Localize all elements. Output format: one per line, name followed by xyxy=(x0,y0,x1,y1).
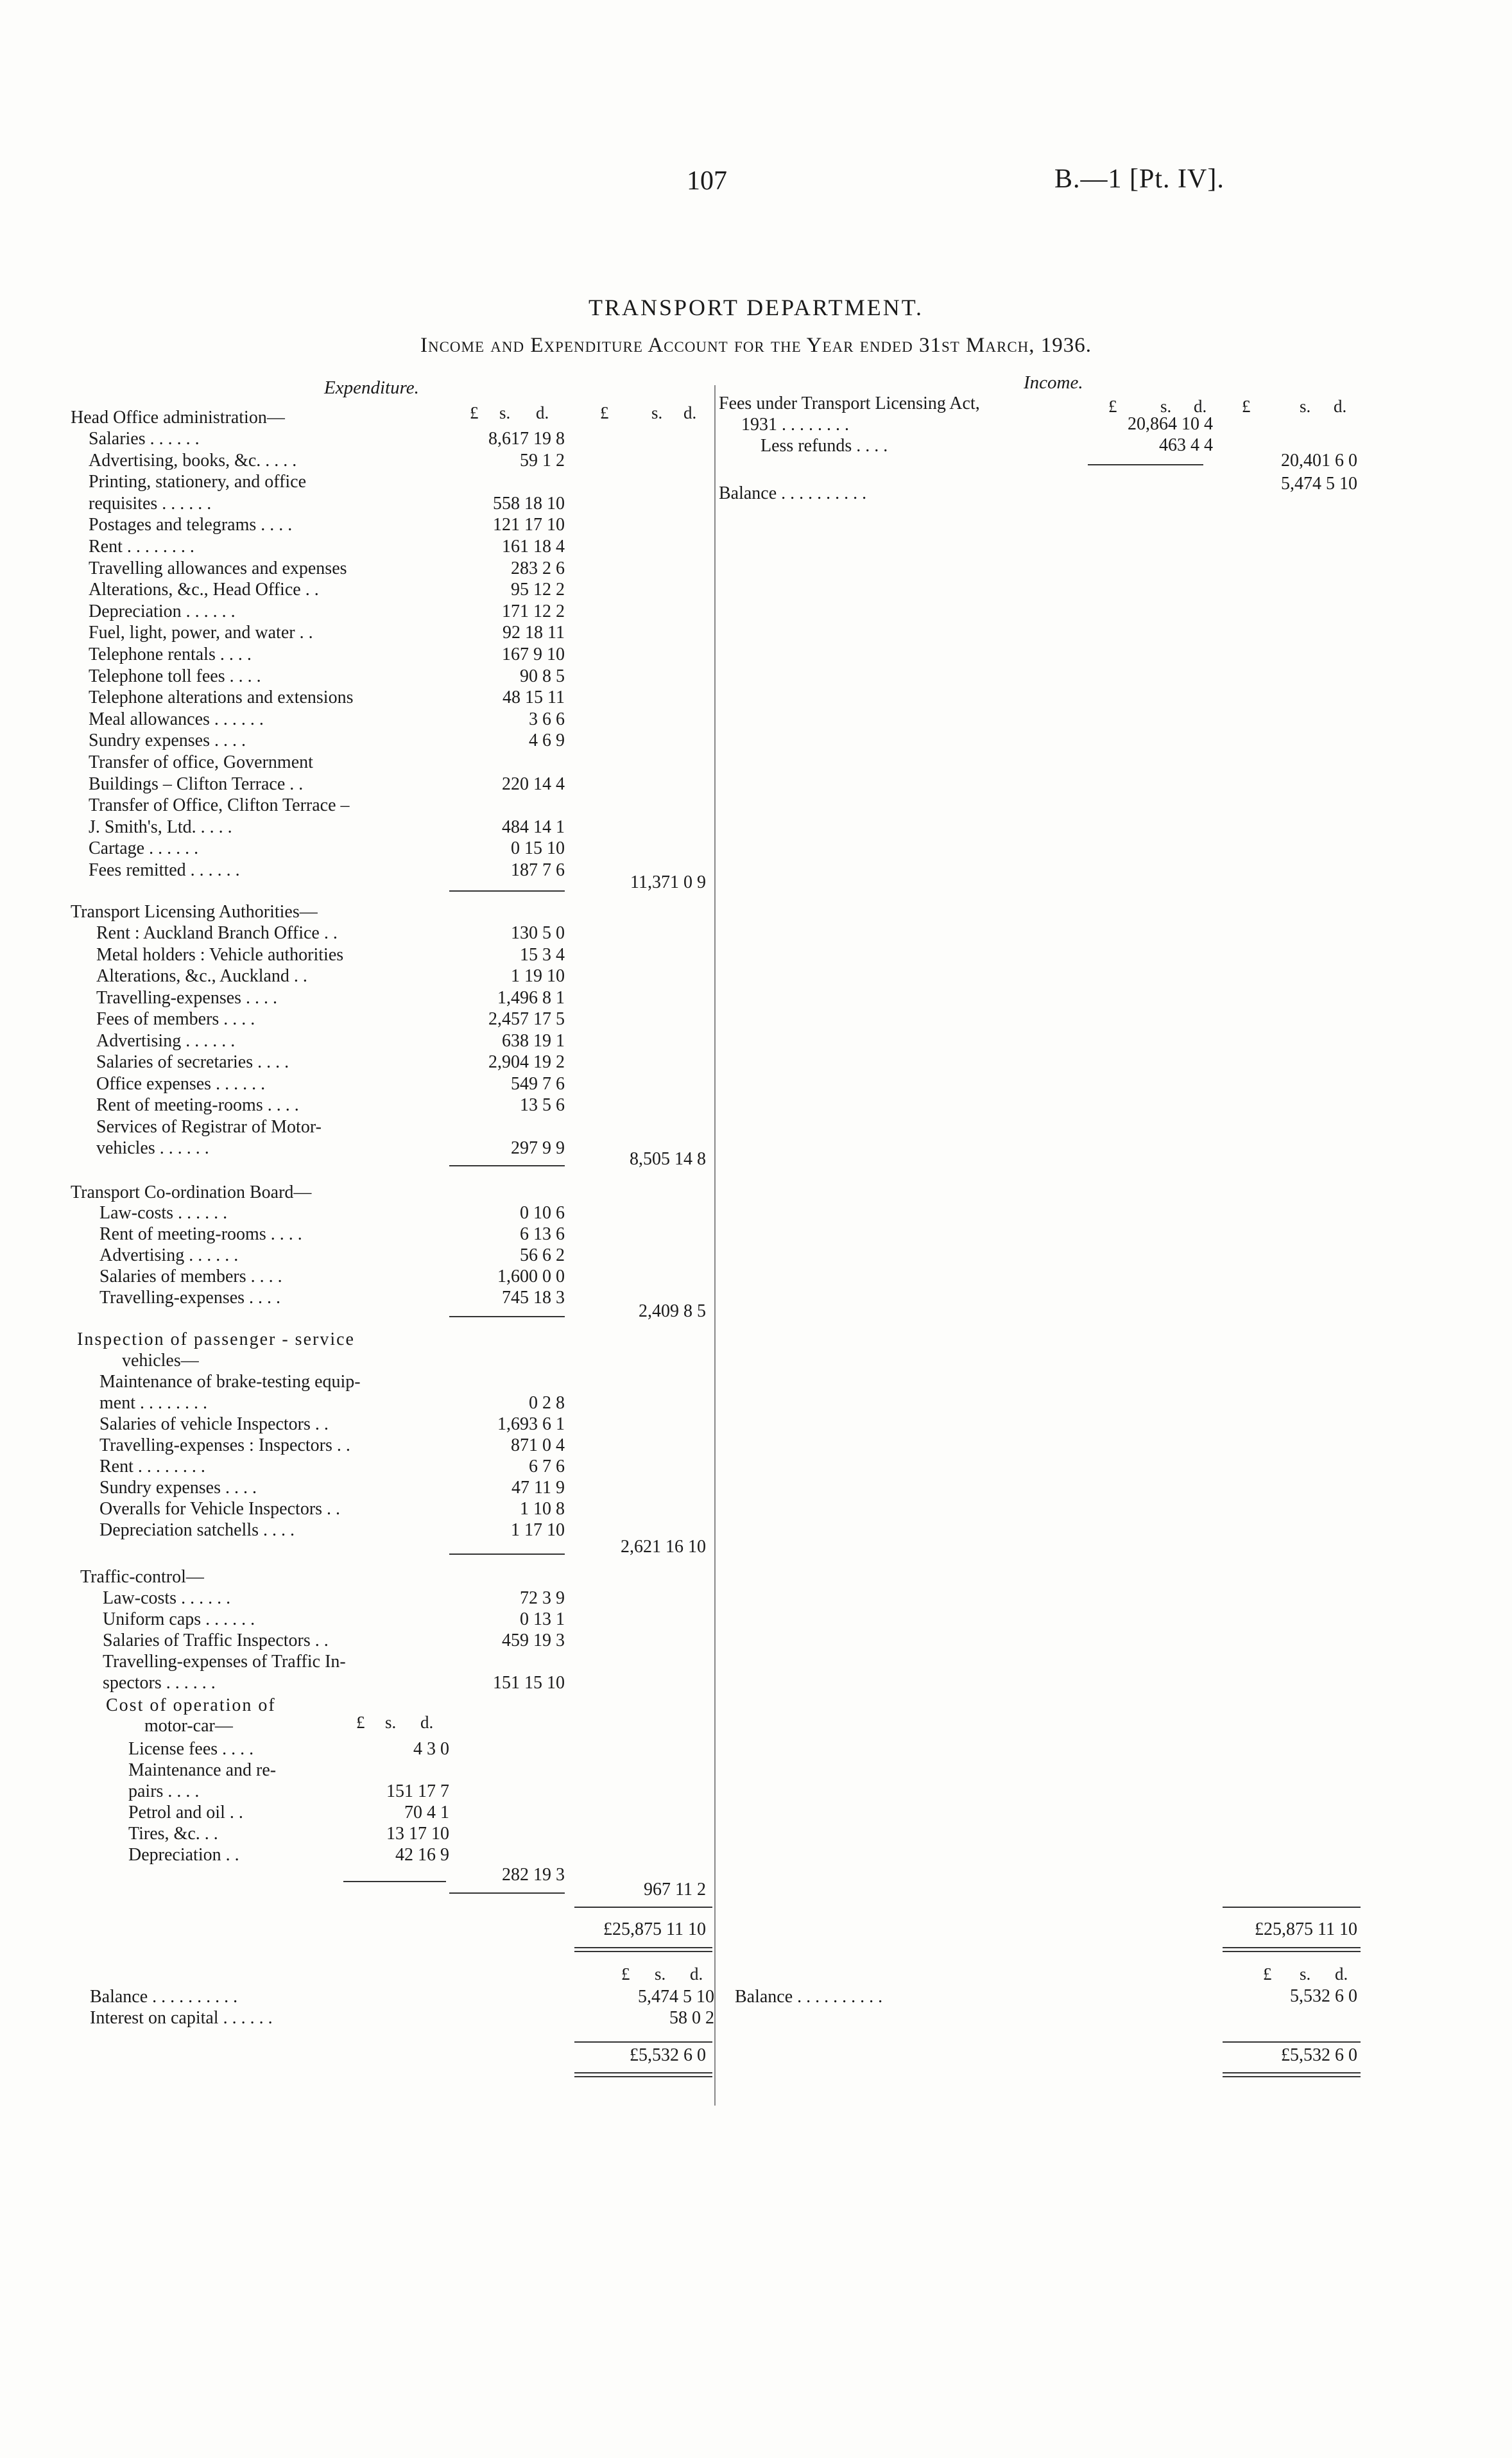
ledger-row xyxy=(0,1844,712,1865)
ledger-row xyxy=(0,1477,712,1498)
double-rule xyxy=(574,2072,712,2073)
ledger-row xyxy=(0,687,712,708)
item-amount: 56 6 2 xyxy=(520,1245,565,1265)
col-header-shilling: s. xyxy=(651,403,663,422)
section-heading: Transport Co-ordination Board— xyxy=(71,1182,312,1202)
col-header-shilling: s. xyxy=(499,403,511,422)
ledger-row xyxy=(0,1030,712,1052)
ledger-row xyxy=(0,1498,712,1519)
ledger-row xyxy=(0,1414,712,1435)
ledger-row xyxy=(0,1202,712,1224)
subtotal-rule xyxy=(449,1165,565,1166)
subtotal-rule xyxy=(1088,464,1203,465)
ledger-row xyxy=(0,514,712,535)
income-refunds-amount: 463 4 4 xyxy=(1159,435,1213,455)
column-divider xyxy=(714,385,716,2106)
item-label: Depreciation . . xyxy=(128,1845,239,1865)
item-label: Advertising . . . . . . xyxy=(99,1245,239,1265)
item-amount: 1 10 8 xyxy=(520,1499,565,1519)
item-label: Advertising, books, &c. . . . . xyxy=(89,450,297,471)
item-label: Travelling-expenses . . . . xyxy=(96,987,278,1008)
income-fees-label-cont: 1931 . . . . . . . . xyxy=(741,415,849,435)
item-label: Travelling-expenses . . . . xyxy=(99,1288,281,1308)
page-title: TRANSPORT DEPARTMENT. xyxy=(588,295,924,320)
ledger-row xyxy=(0,709,712,730)
motor-car-subtotal: 282 19 3 xyxy=(502,1865,565,1885)
item-label: Travelling allowances and expenses xyxy=(89,558,347,578)
ledger-row xyxy=(0,1738,712,1760)
ledger-row xyxy=(0,1456,712,1477)
ledger-row xyxy=(0,1760,712,1781)
item-label: Salaries of members . . . . xyxy=(99,1267,282,1286)
item-label: Law-costs . . . . . . xyxy=(99,1203,228,1223)
ledger-row xyxy=(0,1052,712,1073)
item-amount: 13 5 6 xyxy=(520,1095,565,1115)
ledger-row xyxy=(0,536,712,557)
page-number: 107 xyxy=(687,166,727,196)
section-heading: Traffic-control— xyxy=(80,1567,204,1587)
item-label: Postages and telegrams . . . . xyxy=(89,515,293,535)
item-label: Alterations, &c., Head Office . . xyxy=(89,580,319,600)
item-amount: 4 3 0 xyxy=(413,1739,449,1759)
inspection-total: 2,621 16 10 xyxy=(621,1537,706,1557)
total-rule xyxy=(1223,1907,1361,1908)
item-label: Alterations, &c., Auckland . . xyxy=(96,966,307,986)
col-header-shilling: s. xyxy=(1160,397,1172,416)
ledger-row xyxy=(0,922,712,944)
item-amount: 171 12 2 xyxy=(502,601,565,621)
col-header-pound: £ xyxy=(1108,397,1117,416)
item-amount: 459 19 3 xyxy=(502,1631,565,1650)
section-heading: Inspection of passenger - service xyxy=(77,1329,355,1349)
col-header-pence: d. xyxy=(536,403,549,422)
item-label: Travelling-expenses of Traffic In- xyxy=(103,1652,346,1672)
item-label: Depreciation satchells . . . . xyxy=(99,1520,295,1540)
item-label: Fees remitted . . . . . . xyxy=(89,860,240,880)
col-header-pence: d. xyxy=(1334,397,1347,416)
item-label: Rent . . . . . . . . xyxy=(99,1457,205,1476)
item-label: pairs . . . . xyxy=(128,1781,200,1801)
ledger-row xyxy=(0,2007,712,2029)
subsection-heading-cont: motor-car— xyxy=(144,1716,233,1736)
ledger-row xyxy=(0,1266,712,1287)
item-label: Rent of meeting-rooms . . . . xyxy=(96,1095,299,1115)
subtotal-rule xyxy=(449,890,565,892)
item-amount: 151 15 10 xyxy=(493,1673,565,1693)
item-label: Transfer of office, Government xyxy=(89,752,313,772)
item-amount: 70 4 1 xyxy=(404,1803,449,1822)
item-amount: 15 3 4 xyxy=(520,944,565,965)
item-amount: 0 10 6 xyxy=(520,1203,565,1223)
item-label: Telephone rentals . . . . xyxy=(89,645,252,664)
ledger-row xyxy=(0,579,712,600)
item-label: Sundry expenses . . . . xyxy=(99,1478,257,1498)
ledger-row xyxy=(0,1609,712,1630)
item-label: Overalls for Vehicle Inspectors . . xyxy=(99,1499,341,1519)
item-amount: 1 19 10 xyxy=(511,966,565,986)
col-header-pence: d. xyxy=(1194,397,1207,416)
item-amount: 3 6 6 xyxy=(529,709,565,729)
income-label: Income. xyxy=(1024,372,1083,393)
item-amount: 72 3 9 xyxy=(520,1588,565,1608)
ledger-row xyxy=(0,965,712,987)
item-label: Interest on capital . . . . . . xyxy=(90,2008,273,2028)
item-label: Meal allowances . . . . . . xyxy=(89,709,264,729)
col-header-shilling: s. xyxy=(1300,1964,1311,1984)
item-amount: 161 18 4 xyxy=(502,537,565,557)
item-amount: 220 14 4 xyxy=(502,774,565,794)
item-amount: 1,693 6 1 xyxy=(497,1414,565,1434)
item-amount: 8,617 19 8 xyxy=(488,429,565,449)
subtotal-rule xyxy=(449,1892,565,1894)
ledger-row xyxy=(0,1392,712,1414)
col-header-pound: £ xyxy=(470,403,479,422)
traffic-total: 967 11 2 xyxy=(644,1880,706,1900)
ledger-row xyxy=(0,1435,712,1456)
item-label: vehicles . . . . . . xyxy=(96,1138,209,1158)
ledger-row xyxy=(0,428,712,449)
item-label: Law-costs . . . . . . xyxy=(103,1588,231,1608)
item-label: Transfer of Office, Clifton Terrace – xyxy=(89,795,350,816)
item-amount: 6 13 6 xyxy=(520,1224,565,1244)
item-label: Maintenance of brake-testing equip- xyxy=(99,1372,361,1392)
section-heading: Transport Licensing Authorities— xyxy=(71,902,318,922)
item-label: Depreciation . . . . . . xyxy=(89,601,236,621)
ledger-row xyxy=(0,644,712,665)
col-header-pound: £ xyxy=(356,1713,365,1732)
item-amount: 0 15 10 xyxy=(511,838,565,859)
item-amount: 638 19 1 xyxy=(502,1030,565,1051)
ledger-row xyxy=(0,1986,712,2007)
item-label: Printing, stationery, and office xyxy=(89,472,307,492)
total-rule xyxy=(574,1907,712,1908)
income-fees-amount: 20,864 10 4 xyxy=(1128,414,1213,434)
item-label: Maintenance and re- xyxy=(128,1760,277,1780)
double-rule xyxy=(1223,2076,1361,2077)
item-amount: 95 12 2 xyxy=(511,580,565,600)
ledger-row xyxy=(0,1823,712,1844)
income-refunds-label: Less refunds . . . . xyxy=(760,436,888,456)
item-amount: 5,474 5 10 xyxy=(638,1987,714,2007)
income-fees-label: Fees under Transport Licensing Act, xyxy=(719,394,980,413)
ledger-row xyxy=(0,838,712,859)
item-label: Buildings – Clifton Terrace . . xyxy=(89,774,304,794)
ledger-row xyxy=(0,1802,712,1823)
item-label: Office expenses . . . . . . xyxy=(96,1073,266,1094)
ledger-row xyxy=(0,1651,712,1672)
item-label: Rent . . . . . . . . xyxy=(89,537,194,557)
item-label: Telephone toll fees . . . . xyxy=(89,666,261,686)
double-rule xyxy=(1223,1947,1361,1948)
ledger-row xyxy=(0,1588,712,1609)
page-subtitle: Income and Expenditure Account for the Year ended 31st March, 1936. xyxy=(420,334,1092,357)
ledger-row xyxy=(0,752,712,773)
ledger-row xyxy=(0,1073,712,1095)
item-amount: 121 17 10 xyxy=(493,515,565,535)
ledger-row xyxy=(0,730,712,751)
item-label: Advertising . . . . . . xyxy=(96,1030,236,1051)
item-label: Metal holders : Vehicle authorities xyxy=(96,944,344,965)
item-label: Salaries of secretaries . . . . xyxy=(96,1052,289,1072)
double-rule xyxy=(574,2076,712,2077)
ledger-row xyxy=(0,795,712,816)
item-label: Salaries of vehicle Inspectors . . xyxy=(99,1414,329,1434)
double-rule xyxy=(574,1947,712,1948)
income-appropriation-label: Balance . . . . . . . . . . xyxy=(735,1987,883,2007)
expenditure-label: Expenditure. xyxy=(324,377,419,398)
item-label: License fees . . . . xyxy=(128,1739,254,1759)
item-amount: 90 8 5 xyxy=(520,666,565,686)
item-label: Petrol and oil . . xyxy=(128,1803,243,1822)
item-label: J. Smith's, Ltd. . . . . xyxy=(89,817,232,837)
item-label: Tires, &c. . . xyxy=(128,1824,218,1844)
col-header-shilling: s. xyxy=(385,1713,397,1732)
income-grand-total: £25,875 11 10 xyxy=(1255,1919,1357,1939)
subtotal-rule xyxy=(449,1554,565,1555)
item-label: Rent : Auckland Branch Office . . xyxy=(96,923,338,943)
col-header-pound: £ xyxy=(1263,1964,1272,1984)
coordination-total: 2,409 8 5 xyxy=(639,1301,706,1321)
item-label: Cartage . . . . . . xyxy=(89,838,199,859)
item-label: requisites . . . . . . xyxy=(89,493,212,514)
subsection-heading: Cost of operation of xyxy=(106,1695,276,1715)
double-rule xyxy=(1223,2072,1361,2073)
item-label: ment . . . . . . . . xyxy=(99,1393,207,1413)
item-amount: 6 7 6 xyxy=(529,1457,565,1476)
total-rule xyxy=(574,2041,712,2043)
item-amount: 92 18 11 xyxy=(503,623,565,643)
ledger-row xyxy=(0,774,712,795)
item-amount: 58 0 2 xyxy=(669,2008,714,2028)
item-amount: 2,457 17 5 xyxy=(488,1009,565,1029)
item-label: Balance . . . . . . . . . . xyxy=(90,1987,238,2007)
subtotal-rule xyxy=(343,1881,446,1882)
item-amount: 283 2 6 xyxy=(511,558,565,578)
item-label: Sundry expenses . . . . xyxy=(89,731,246,751)
col-header-pound: £ xyxy=(621,1964,630,1984)
ledger-row xyxy=(0,558,712,579)
col-header-shilling: s. xyxy=(655,1964,666,1984)
ledger-row xyxy=(0,471,712,492)
item-amount: 0 13 1 xyxy=(520,1609,565,1629)
col-header-pence: d. xyxy=(690,1964,703,1984)
col-header-pence: d. xyxy=(683,403,697,422)
ledger-row xyxy=(0,450,712,471)
item-amount: 48 15 11 xyxy=(503,688,565,708)
item-amount: 484 14 1 xyxy=(502,817,565,837)
item-amount: 1,600 0 0 xyxy=(497,1267,565,1286)
item-label: Uniform caps . . . . . . xyxy=(103,1609,255,1629)
income-balance-amount: 5,474 5 10 xyxy=(1281,474,1357,494)
item-amount: 42 16 9 xyxy=(395,1845,449,1865)
section-heading-cont: vehicles— xyxy=(122,1351,199,1371)
item-amount: 1 17 10 xyxy=(511,1520,565,1540)
income-appropriation-total: £5,532 6 0 xyxy=(1281,2045,1357,2065)
income-net-fees: 20,401 6 0 xyxy=(1281,451,1357,471)
section-heading: Head Office administration— xyxy=(71,408,285,428)
item-amount: 13 17 10 xyxy=(386,1824,449,1844)
expenditure-grand-total: £25,875 11 10 xyxy=(603,1919,706,1939)
head-office-total: 11,371 0 9 xyxy=(630,872,706,892)
item-label: Travelling-expenses : Inspectors . . xyxy=(99,1435,350,1455)
item-label: Rent of meeting-rooms . . . . xyxy=(99,1224,302,1244)
income-balance-label: Balance . . . . . . . . . . xyxy=(719,483,867,503)
ledger-row xyxy=(0,817,712,838)
ledger-row xyxy=(0,1008,712,1030)
item-amount: 187 7 6 xyxy=(511,860,565,880)
item-amount: 167 9 10 xyxy=(502,645,565,664)
item-amount: 130 5 0 xyxy=(511,923,565,943)
ledger-row xyxy=(0,493,712,514)
ledger-row xyxy=(0,944,712,965)
item-amount: 871 0 4 xyxy=(511,1435,565,1455)
ledger-row xyxy=(0,1781,712,1802)
document-reference: B.—1 [Pt. IV]. xyxy=(1054,164,1224,194)
ledger-row xyxy=(0,1371,712,1392)
ledger-row xyxy=(0,601,712,622)
item-label: spectors . . . . . . xyxy=(103,1673,216,1693)
item-label: Salaries . . . . . . xyxy=(89,429,200,449)
col-header-shilling: s. xyxy=(1300,397,1311,416)
item-label: Salaries of Traffic Inspectors . . xyxy=(103,1631,329,1650)
col-header-pence: d. xyxy=(1335,1964,1348,1984)
ledger-row xyxy=(0,1630,712,1651)
subtotal-rule xyxy=(449,1316,565,1317)
col-header-pence: d. xyxy=(420,1713,434,1732)
item-amount: 59 1 2 xyxy=(520,450,565,471)
item-amount: 4 6 9 xyxy=(529,731,565,751)
item-amount: 151 17 7 xyxy=(386,1781,449,1801)
appropriation-total: £5,532 6 0 xyxy=(630,2045,706,2065)
ledger-row xyxy=(0,622,712,643)
ledger-row xyxy=(0,1672,712,1693)
col-header-pound: £ xyxy=(1242,397,1251,416)
double-rule xyxy=(574,1951,712,1952)
ledger-row xyxy=(0,666,712,687)
ledger-row xyxy=(0,987,712,1008)
ledger-row xyxy=(0,1095,712,1116)
item-amount: 549 7 6 xyxy=(511,1073,565,1094)
item-label: Fuel, light, power, and water . . xyxy=(89,623,313,643)
item-label: Services of Registrar of Motor- xyxy=(96,1116,322,1137)
item-amount: 2,904 19 2 xyxy=(488,1052,565,1072)
licensing-total: 8,505 14 8 xyxy=(630,1149,706,1169)
item-amount: 558 18 10 xyxy=(493,493,565,514)
item-amount: 745 18 3 xyxy=(502,1288,565,1308)
item-amount: 47 11 9 xyxy=(511,1478,565,1498)
double-rule xyxy=(1223,1951,1361,1952)
item-amount: 1,496 8 1 xyxy=(497,987,565,1008)
item-amount: 297 9 9 xyxy=(511,1138,565,1158)
col-header-pound: £ xyxy=(600,403,609,422)
ledger-row xyxy=(0,1116,712,1138)
income-appropriation-amount: 5,532 6 0 xyxy=(1290,1986,1357,2006)
item-label: Telephone alterations and extensions xyxy=(89,688,354,708)
item-amount: 0 2 8 xyxy=(529,1393,565,1413)
total-rule xyxy=(1223,2041,1361,2043)
ledger-row xyxy=(0,1245,712,1266)
item-label: Fees of members . . . . xyxy=(96,1009,255,1029)
ledger-row xyxy=(0,1224,712,1245)
